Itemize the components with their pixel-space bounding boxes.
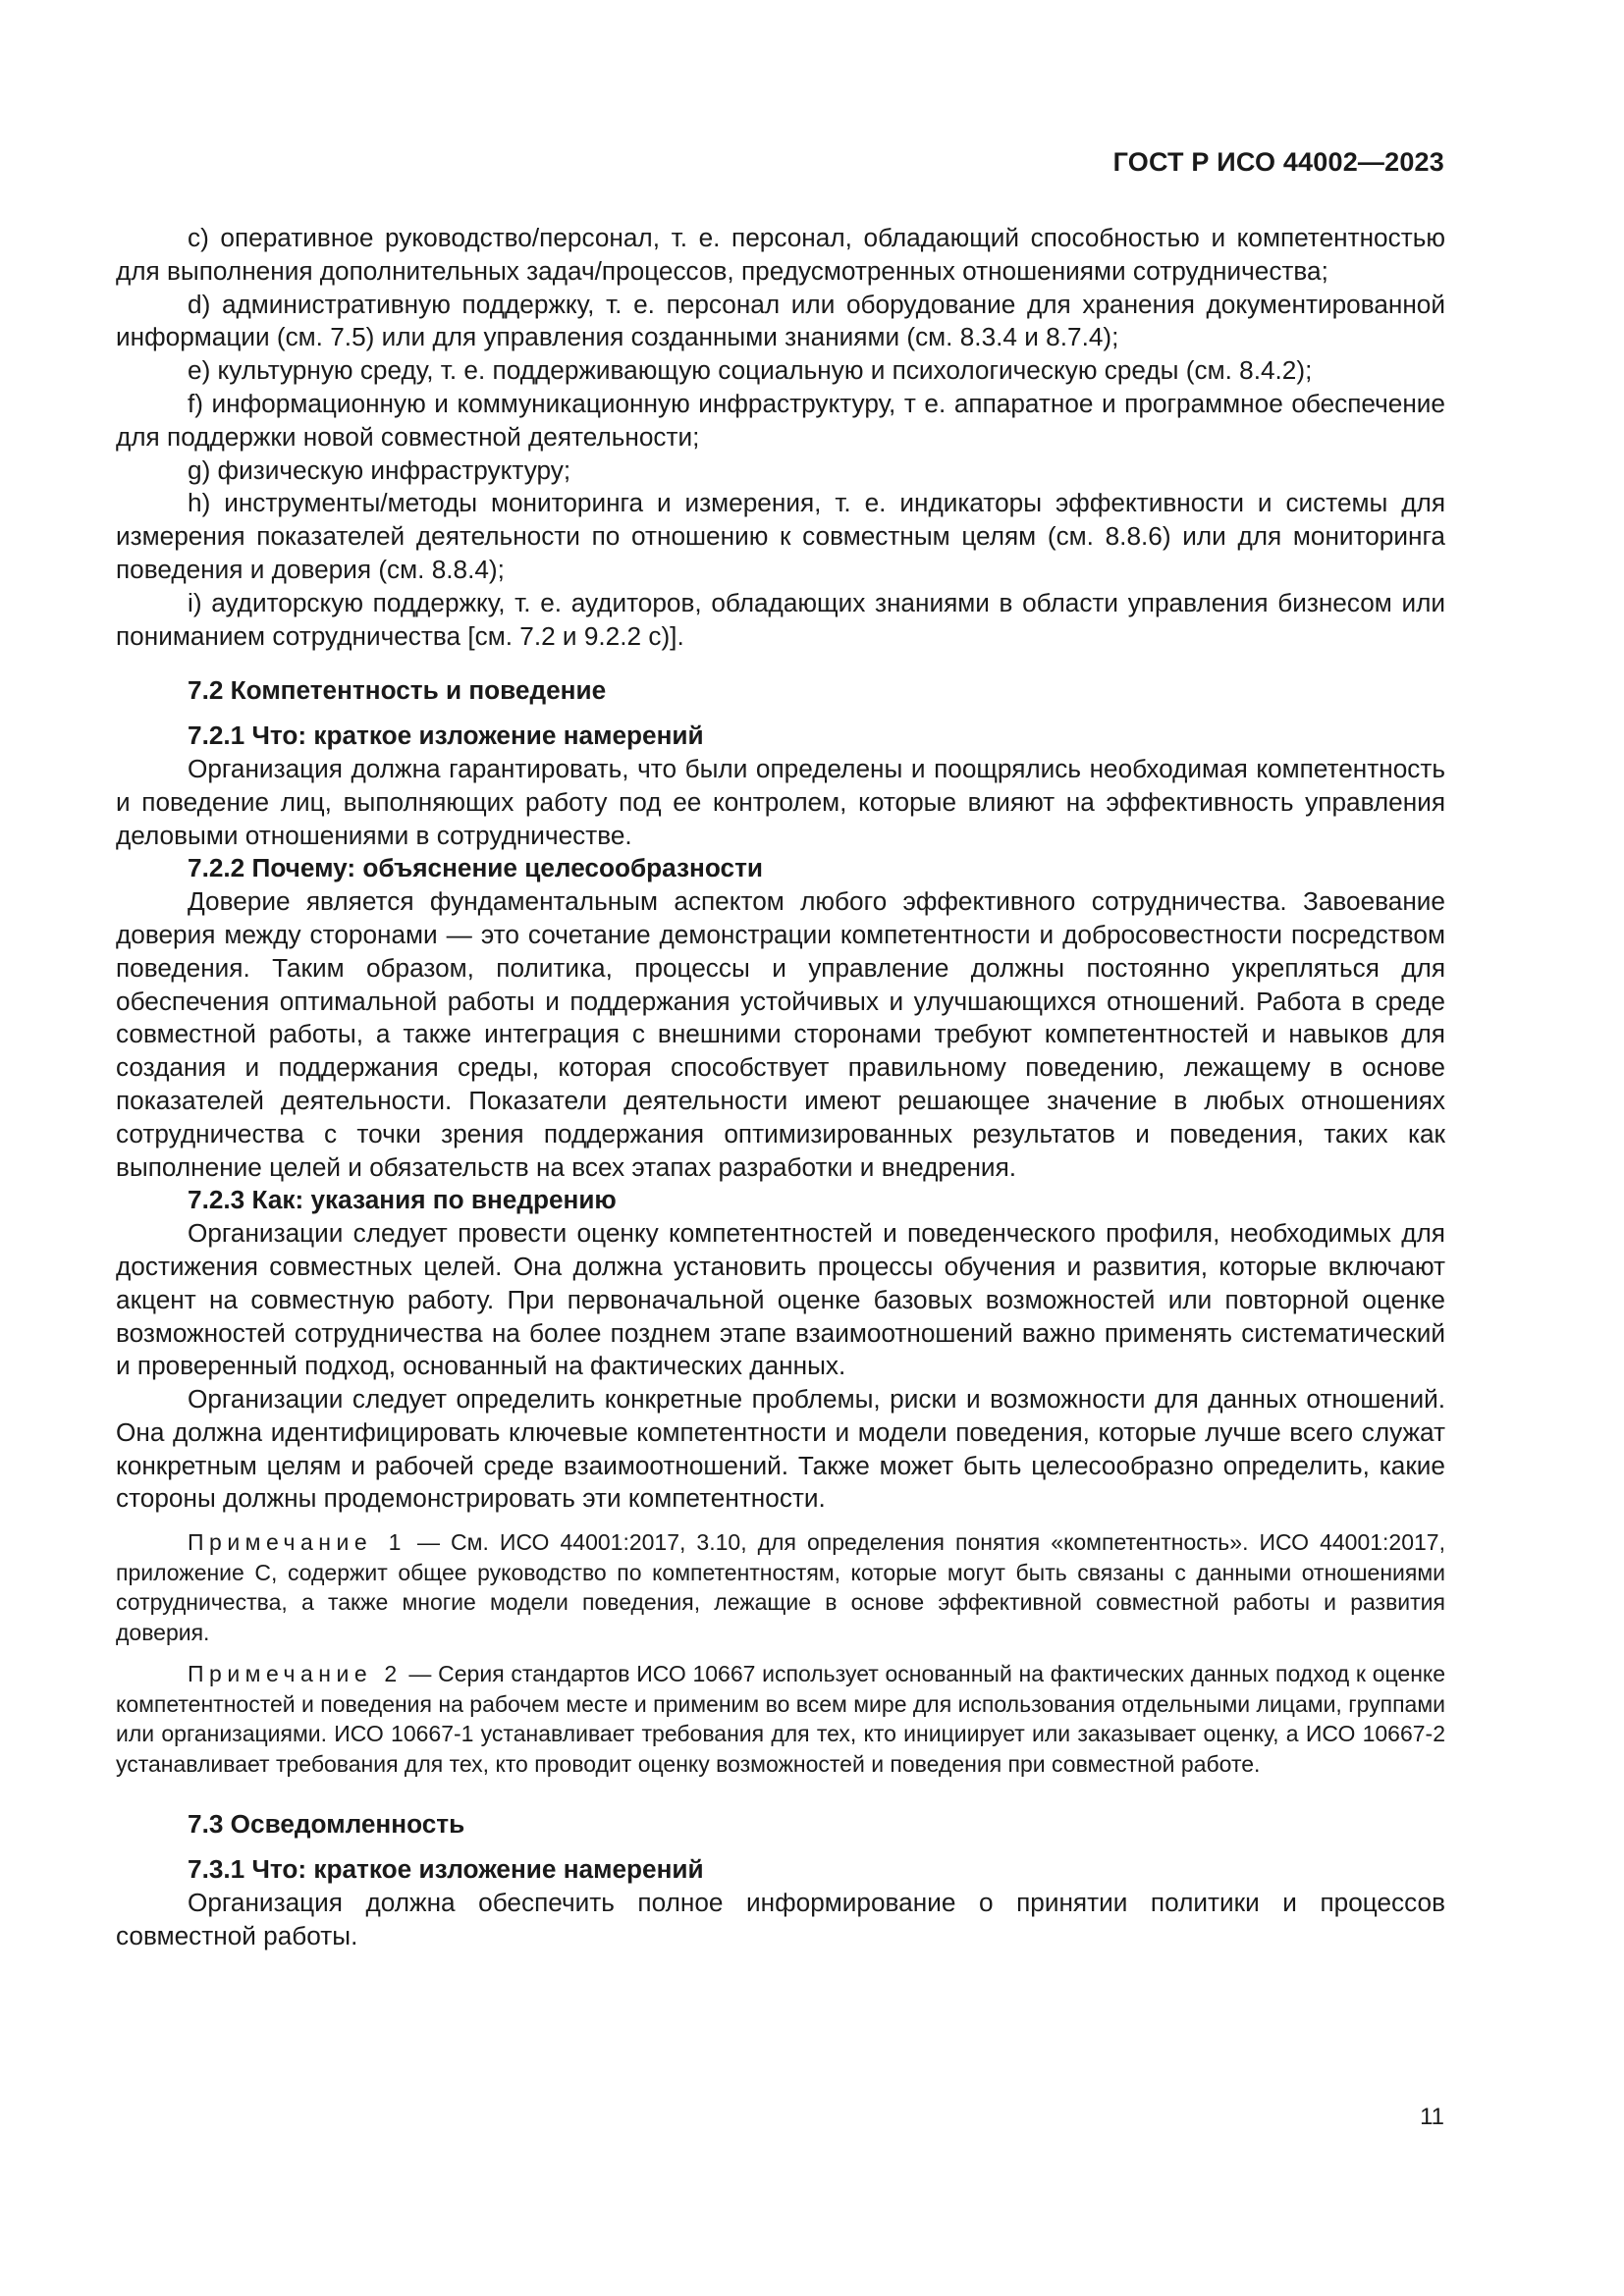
list-item-e: e) культурную среду, т. е. поддерживающую социальную и психологическую среды (см. 8.4.2); (188, 355, 1313, 386)
note-2-label: Примечание 2 (188, 1661, 403, 1687)
list-item-f: f) информационную и коммуникационную инфраструктуру, т е. аппаратное и программное обеспечение для поддержки новой совместной деятельности; (116, 388, 1445, 452)
list-item-g: g) физическую инфраструктуру; (188, 454, 571, 485)
note-1 (116, 1527, 1445, 1647)
section-7-2-1-text: Организация должна гарантировать, что были определены и поощрялись необходимая компетентность и поведение лиц, выполняющих работу под ее контролем, которые влияют на эффективность управления деловыми отношениями в сотрудничестве. (116, 753, 1445, 850)
section-7-2-2-heading: 7.2.2 Почему: объяснение целесообразности (188, 853, 764, 883)
page-content (116, 222, 1445, 1952)
section-7-2-3-heading: 7.2.3 Как: указания по внедрению (188, 1185, 617, 1215)
section-7-3-1-text: Организация должна обеспечить полное информирование о принятии политики и процессов совместной работы. (116, 1887, 1445, 1950)
document-code-header: ГОСТ Р ИСО 44002—2023 (1112, 147, 1444, 177)
page-number: 11 (1420, 2104, 1444, 2130)
section-7-3-heading: 7.3 Осведомленность (188, 1809, 465, 1840)
section-7-2-heading: 7.2 Компетентность и поведение (188, 675, 607, 706)
note-1-text: — См. ИСО 44001:2017, 3.10, для определения понятия «компетентность». ИСО 44001:2017, приложение С, содержит общее руководство по компетентностям, которые могут быть связаны с данными отношениями сотрудничества, а также многие модели поведения, лежащие в основе эффективной совместной работы и развития доверия. (116, 1529, 1445, 1645)
note-1-label: Примечание 1 (188, 1529, 406, 1556)
list-item-i: i) аудиторскую поддержку, т. е. аудиторов, обладающих знаниями в области управления бизнесом или пониманием сотрудничества [см. 7.2 и 9.2.2 c)]. (116, 587, 1445, 651)
list-item-h: h) инструменты/методы мониторинга и измерения, т. е. индикаторы эффективности и системы для измерения показателей деятельности по отношению к совместным целям (см. 8.8.6) или для мониторинга поведения и доверия (см. 8.8.4); (116, 488, 1445, 584)
note-2-text: — Серия стандартов ИСО 10667 использует основанный на фактических данных подход к оценке компетентностей и поведения на рабочем месте и применим во всем мире для использования отдельными лицами, группами или организациями. ИСО 10667-1 устанавливает требования для тех, кто инициирует или заказывает оценку, а ИСО 10667-2 устанавливает требования для тех, кто проводит оценку возможностей и поведения при совместной работе. (116, 1661, 1446, 1777)
section-7-2-1-heading: 7.2.1 Что: краткое изложение намерений (188, 721, 704, 751)
section-7-2-3-text-1: Организации следует провести оценку компетентностей и поведенческого профиля, необходимых для достижения совместных целей. Она должна установить процессы обучения и развития, которые включают акцент на совместную работу. При первоначальной оценке базовых возможностей или повторной оценке возможностей сотрудничества на более позднем этапе взаимоотношений важно применять систематический и проверенный подход, основанный на фактических данных. (116, 1218, 1445, 1381)
list-item-c: c) оперативное руководство/персонал, т. е. персонал, обладающий способностью и компетентностью для выполнения дополнительных задач/процессов, предусмотренных отношениями сотрудничества; (116, 223, 1445, 286)
note-2 (116, 1659, 1445, 1779)
section-7-3-1-heading: 7.3.1 Что: краткое изложение намерений (188, 1854, 704, 1885)
section-7-2-3-text-2: Организации следует определить конкретные проблемы, риски и возможности для данных отношений. Она должна идентифицировать ключевые компетентности и модели поведения, которые лучше всего служат конкретным целям и рабочей среде взаимоотношений. Также может быть целесообразно определить, какие стороны должны продемонстрировать эти компетентности. (116, 1384, 1445, 1514)
section-7-2-2-text: Доверие является фундаментальным аспектом любого эффективного сотрудничества. Завоевание доверия между сторонами — это сочетание демонстрации компетентности и добросовестности посредством поведения. Таким образом, политика, процессы и управление должны постоянно укрепляться для обеспечения оптимальной работы и поддержания устойчивых и улучшающихся отношений. Работа в среде совместной работы, а также интеграция с внешними сторонами требуют компетентностей и навыков для создания и поддержания среды, которая способствует правильному поведению, лежащему в основе показателей деятельности. Показатели деятельности имеют решающее значение в любых отношениях сотрудничества с точки зрения поддержания оптимизированных результатов и поведения, таких как выполнение целей и обязательств на всех этапах разработки и внедрения. (116, 886, 1445, 1182)
list-item-d: d) административную поддержку, т. е. персонал или оборудование для хранения документированной информации (см. 7.5) или для управления созданными знаниями (см. 8.3.4 и 8.7.4); (116, 289, 1445, 352)
